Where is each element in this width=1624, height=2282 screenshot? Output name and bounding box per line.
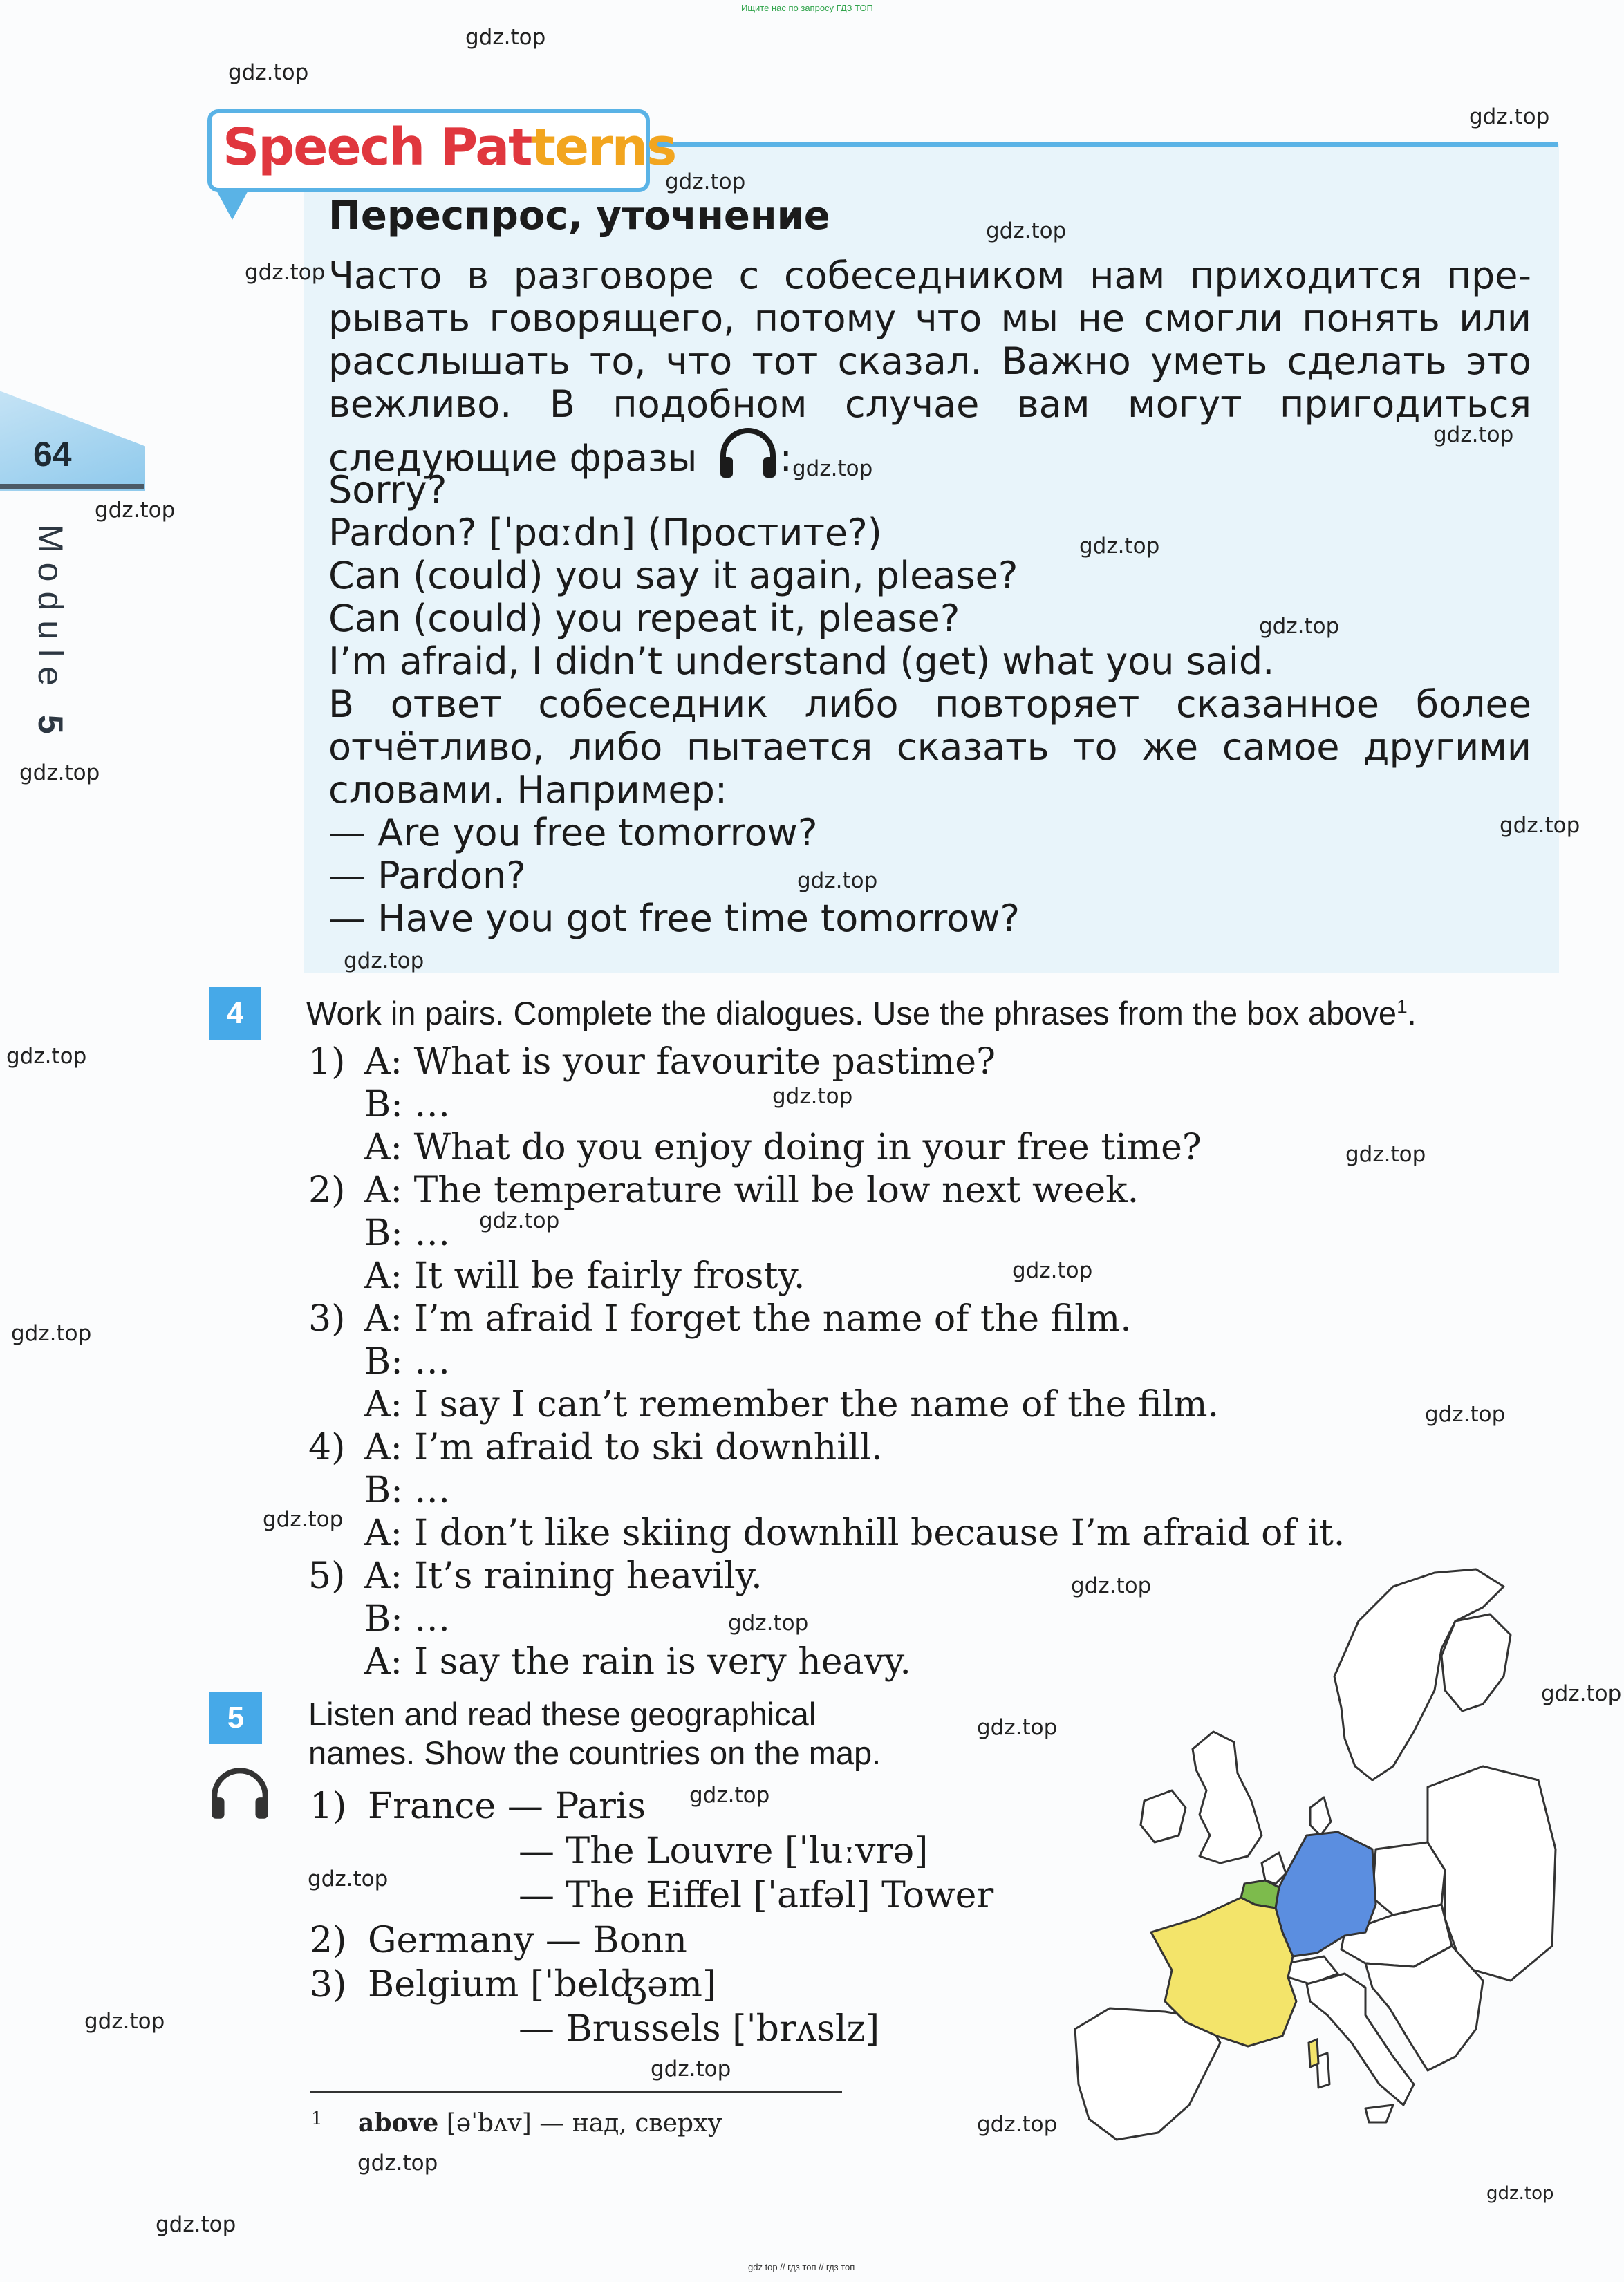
page-number: 64 xyxy=(33,435,72,474)
para1-colon: : xyxy=(779,436,792,480)
exercise-4-instruction xyxy=(306,994,1417,1032)
example-line-3: — Have you got free time tomorrow? xyxy=(328,897,1020,940)
dialogue-line: B: … xyxy=(364,1470,451,1511)
para1-line-5-text: следующие фразы xyxy=(328,436,698,480)
watermark: gdz.top xyxy=(792,456,873,481)
dialogue-line: A: It will be fairly frosty. xyxy=(364,1255,805,1297)
exercise-4-number: 4 xyxy=(209,987,261,1040)
dialogue-line: A: I’m afraid to ski downhill. xyxy=(364,1427,883,1468)
watermark: gdz.top xyxy=(344,948,424,973)
dialogue-line: B: … xyxy=(364,1341,451,1383)
phrase-1: Sorry? xyxy=(328,468,447,512)
watermark: gdz.top xyxy=(797,868,878,893)
speech-patterns-logo xyxy=(223,118,675,177)
map-sicily xyxy=(1365,2105,1393,2122)
dialogue-number: 5) xyxy=(308,1555,346,1597)
example-line-2: — Pardon? xyxy=(328,854,526,897)
watermark: gdz.top xyxy=(1345,1142,1426,1167)
headphones-icon[interactable] xyxy=(207,1764,272,1822)
dialogue-line: A: What do you enjoy doing in your free time? xyxy=(364,1127,1202,1168)
watermark: gdz.top xyxy=(308,1867,389,1891)
ex5-num-5: 3) xyxy=(310,1964,347,2005)
dialogue-line: A: I say I can’t remember the name of the film. xyxy=(364,1384,1220,1425)
map-finland xyxy=(1441,1614,1511,1711)
watermark: gdz.top xyxy=(728,1611,809,1636)
para1-line-3: расслышать то, что тот сказал. Важно уметь сделать это xyxy=(328,339,1531,383)
dialogue-number: 3) xyxy=(308,1298,346,1340)
dialogue-line: A: What is your favourite pastime? xyxy=(364,1041,996,1083)
ex5-item-2: — The Louvre [ˈluːvrə] xyxy=(519,1831,928,1872)
para2-line-3: словами. Например: xyxy=(328,768,728,812)
module-label xyxy=(30,524,71,744)
watermark: gdz.top xyxy=(986,218,1067,243)
watermark: gdz.top xyxy=(19,760,100,785)
dialogue-line: A: I’m afraid I forget the name of the film. xyxy=(364,1298,1132,1340)
dialogue-number: 2) xyxy=(308,1170,346,1211)
dialogue-line: B: … xyxy=(364,1084,451,1125)
watermark: gdz.top xyxy=(772,1084,853,1109)
para2-line-2: отчётливо, либо пытается сказать то же самое другими xyxy=(328,725,1531,769)
example-line-1: — Are you free tomorrow? xyxy=(328,811,818,854)
watermark: gdz.top xyxy=(977,2112,1058,2137)
top-note: Ищите нас по запросу ГДЗ ТОП xyxy=(741,3,873,13)
headphones-icon[interactable] xyxy=(716,425,780,480)
watermark: gdz.top xyxy=(357,2151,438,2176)
watermark: gdz.top xyxy=(228,60,309,85)
page-tab-line xyxy=(0,484,144,489)
watermark: gdz.top xyxy=(1469,104,1550,129)
footnote-text xyxy=(358,2108,722,2138)
ex5-item-4: Germany — Bonn xyxy=(368,1920,687,1961)
ex5-item-1: France — Paris xyxy=(368,1786,646,1827)
watermark: gdz.top xyxy=(84,2009,165,2034)
phrase-3: Can (could) you say it again, please? xyxy=(328,554,1018,597)
dialogue-line: A: The temperature will be low next week. xyxy=(364,1170,1139,1211)
ex5-item-6: — Brussels [ˈbrʌslz] xyxy=(519,2008,880,2050)
footnote-mark: 1 xyxy=(311,2108,323,2129)
ex5-item-3: — The Eiffel [ˈaɪfəl] Tower xyxy=(519,1875,994,1916)
page-tab xyxy=(0,373,145,491)
watermark: gdz.top xyxy=(977,1715,1058,1740)
phrase-2: Pardon? [ˈpɑːdn] (Простите?) xyxy=(328,511,882,554)
exercise-5-instruction-line-2: names. Show the countries on the map. xyxy=(308,1734,881,1771)
footnote-ref: 1 xyxy=(1397,995,1408,1018)
exercise-5-instruction-line-1: Listen and read these geographical xyxy=(308,1696,816,1732)
watermark: gdz.top xyxy=(665,169,746,194)
map-great-britain xyxy=(1193,1732,1262,1863)
bottom-note: gdz top // гдз топ // гдз топ xyxy=(748,2262,855,2272)
dialogue-line: B: … xyxy=(364,1213,451,1254)
module-number: 5 xyxy=(31,714,70,744)
watermark: gdz.top xyxy=(11,1321,92,1346)
watermark: gdz.top xyxy=(1486,2183,1554,2204)
watermark: gdz.top xyxy=(689,1783,770,1808)
watermark: gdz.top xyxy=(245,260,326,285)
para1-line-1: Часто в разговоре с собеседником нам приходится пре- xyxy=(328,254,1531,297)
footnote-definition: [əˈbʌv] — над, сверху xyxy=(446,2109,722,2138)
exercise-5-number: 5 xyxy=(209,1692,262,1744)
watermark: gdz.top xyxy=(1071,1573,1152,1598)
watermark: gdz.top xyxy=(1012,1258,1093,1283)
watermark: gdz.top xyxy=(1500,813,1580,838)
europe-map[interactable] xyxy=(1068,1559,1559,2160)
dialogue-line: A: I don’t like skiing downhill because I’m afraid of it. xyxy=(364,1513,1345,1554)
ex5-item-5: Belgium [ˈbelʤəm] xyxy=(368,1964,717,2005)
dialogue-number: 1) xyxy=(308,1041,346,1083)
footnote-word: above xyxy=(358,2108,439,2138)
module-word: Module xyxy=(31,524,70,695)
watermark: gdz.top xyxy=(6,1044,87,1069)
watermark: gdz.top xyxy=(465,25,546,50)
dialogue-line: A: It’s raining heavily. xyxy=(364,1555,763,1597)
watermark: gdz.top xyxy=(479,1208,560,1233)
dialogue-number: 4) xyxy=(308,1427,346,1468)
dialogue-line: A: I say the rain is very heavy. xyxy=(364,1641,911,1683)
ex5-num-4: 2) xyxy=(310,1920,347,1961)
para1-line-4: вежливо. В подобном случае вам могут пригодиться xyxy=(328,382,1531,426)
watermark: gdz.top xyxy=(156,2212,236,2237)
map-corsica xyxy=(1309,2039,1318,2067)
watermark: gdz.top xyxy=(1079,534,1160,559)
exercise-4-instruction-end: . xyxy=(1407,995,1417,1031)
watermark: gdz.top xyxy=(1433,422,1514,447)
para1-line-2: рывать говорящего, потому что мы не смогли понять или xyxy=(328,297,1531,340)
exercise-4-instruction-text: Work in pairs. Complete the dialogues. Use the phrases from the box above xyxy=(306,995,1397,1031)
map-denmark xyxy=(1310,1797,1331,1835)
ex5-num-1: 1) xyxy=(310,1786,347,1827)
logo-text-orange: terns xyxy=(531,118,676,177)
map-ireland xyxy=(1141,1790,1186,1842)
footnote-rule xyxy=(310,2091,842,2093)
phrase-4: Can (could) you repeat it, please? xyxy=(328,597,960,640)
para2-line-1: В ответ собеседник либо повторяет сказанное более xyxy=(328,682,1531,726)
watermark: gdz.top xyxy=(1259,614,1340,639)
watermark: gdz.top xyxy=(1425,1402,1506,1427)
watermark: gdz.top xyxy=(95,498,176,523)
dialogue-line: B: … xyxy=(364,1598,451,1640)
logo-text-red: Speech Pat xyxy=(223,118,532,177)
speech-patterns-heading: Переспрос, уточнение xyxy=(328,194,830,239)
watermark: gdz.top xyxy=(263,1507,344,1532)
watermark: gdz.top xyxy=(651,2057,731,2082)
phrase-5: I’m afraid, I didn’t understand (get) what you said. xyxy=(328,639,1275,683)
watermark: gdz.top xyxy=(1541,1681,1622,1706)
